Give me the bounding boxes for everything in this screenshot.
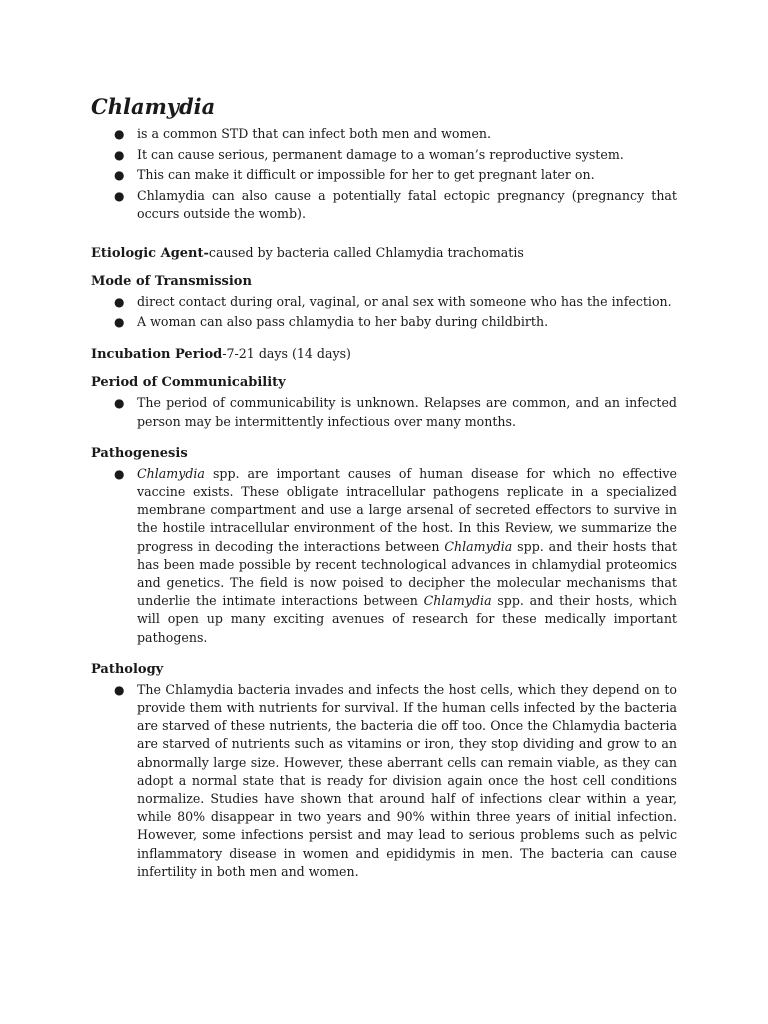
communicability-section <box>91 374 677 430</box>
pathogenesis-section <box>91 445 677 647</box>
transmission-bullet-list <box>91 293 677 332</box>
bullet-icon: ● <box>114 189 125 204</box>
transmission-heading: Mode of Transmission <box>91 273 252 289</box>
document-content <box>91 93 677 884</box>
bullet-icon: ● <box>114 682 125 697</box>
pathology-bullet-list <box>91 681 677 881</box>
list-item: ● The Chlamydia bacteria invades and infects the host cells, which they depend on to provide them with nutrients for survival. If the human cells infected by the bacteria are starved of these nutrients, the bacteria die off too. Once the Chlamydia bacteria are starved of nutrients such as vitamins or iron, they stop dividing and grow to an abnormally large size. However, these aberrant cells can remain viable, as they can adopt a normal state that is ready for division again once the host cell conditions normalize. Studies have shown that around half of infections clear within a year, while 80% disappear in two years and 90% within three years of initial infection. However, some infections persist and may lead to serious problems such as pelvic inflammatory disease in women and epididymis in men. The bacteria can cause infertility in both men and women. <box>114 681 677 879</box>
list-item: ● It can cause serious, permanent damage to a woman’s reproductive system. <box>91 146 677 164</box>
list-item: ● Chlamydia spp. are important causes of human disease for which no effective vaccine exists. These obligate intracellular pathogens replicate in a specialized membrane compartment and use a large arsenal of secreted effectors to survive in the hostile intracellular environment of the host. In this Review, we summarize the progress in decoding the interactions between Chlamydia spp. and their hosts that has been made possible by recent technological advances in chlamydial proteomics and genetics. The field is now poised to decipher the molecular mechanisms that underlie the intimate interactions between Chlamydia spp. and their hosts, which will open up many exciting avenues of research for these medically important pathogens. <box>114 465 677 645</box>
bullet-icon: ● <box>114 294 125 309</box>
bullet-icon: ● <box>114 168 125 183</box>
pathology-heading: Pathology <box>91 661 164 677</box>
etiologic-agent-label: Etiologic Agent- <box>91 245 209 261</box>
page-title: Chlamydia <box>91 94 216 119</box>
etiologic-agent-text: caused by bacteria called Chlamydia trachomatis <box>208 244 524 260</box>
incubation-period-label: Incubation Period <box>91 347 223 363</box>
bullet-icon: ● <box>114 315 125 330</box>
list-item: ● Chlamydia can also cause a potentially fatal ectopic pregnancy (pregnancy that occurs outside the womb). <box>114 188 677 222</box>
list-item: ● This can make it difficult or impossible for her to get pregnant later on. <box>91 166 677 184</box>
intro-bullet-list <box>91 125 677 224</box>
etiologic-agent-line <box>91 244 677 263</box>
pathogenesis-heading: Pathogenesis <box>91 445 188 461</box>
bullet-icon: ● <box>114 396 125 411</box>
list-item: ● is a common STD that can infect both men and women. <box>91 125 677 143</box>
incubation-period-text: -7-21 days (14 days) <box>222 346 351 362</box>
communicability-bullet-list <box>91 394 677 430</box>
pathogenesis-bullet-list <box>91 465 677 647</box>
communicability-heading: Period of Communicability <box>91 375 286 391</box>
list-item: ● The period of communicability is unknown. Relapses are common, and an infected person may be intermittently infectious over many months. <box>114 395 677 429</box>
list-item: ● direct contact during oral, vaginal, or anal sex with someone who has the infection. <box>91 293 677 311</box>
bullet-icon: ● <box>114 466 125 481</box>
incubation-period-line <box>91 345 677 364</box>
pathology-section <box>91 661 677 881</box>
transmission-section <box>91 273 677 332</box>
bullet-icon: ● <box>114 127 125 141</box>
bullet-icon: ● <box>114 147 125 162</box>
list-item: ● A woman can also pass chlamydia to her baby during childbirth. <box>91 313 677 331</box>
